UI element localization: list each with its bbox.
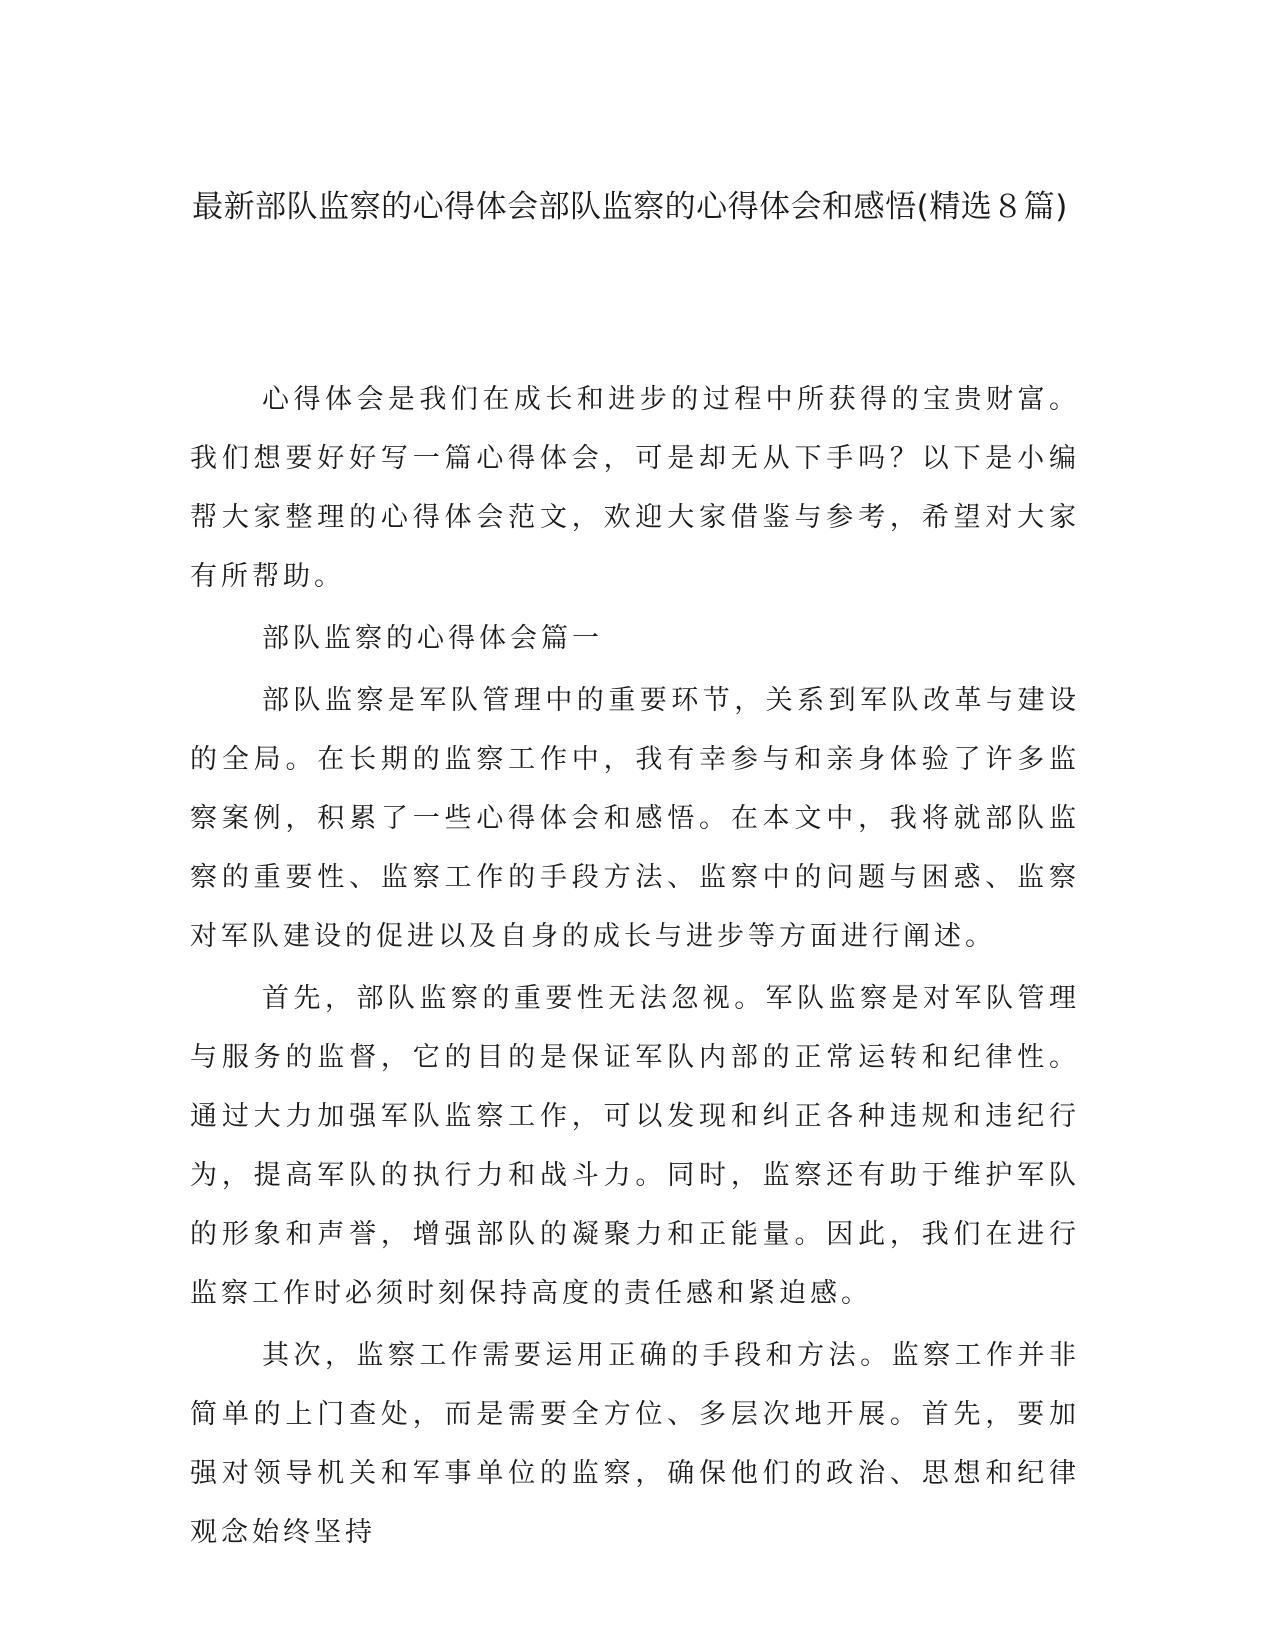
section-heading: 部队监察的心得体会篇一	[262, 623, 603, 654]
document-body	[190, 370, 1080, 1562]
body-paragraph: 其次，监察工作需要运用正确的手段和方法。监察工作并非简单的上门查处，而是需要全方位、多层次地开展。首先，要加强对领导机关和军事单位的监察，确保他们的政治、思想和纪律观念始终坚持	[190, 1340, 1080, 1548]
body-paragraph: 部队监察是军队管理中的重要环节，关系到军队改革与建设的全局。在长期的监察工作中，我有幸参与和亲身体验了许多监察案例，积累了一些心得体会和感悟。在本文中，我将就部队监察的重要性、监察工作的手段方法、监察中的问题与困惑、监察对军队建设的促进以及自身的成长与进步等方面进行阐述。	[190, 685, 1080, 952]
document-title: 最新部队监察的心得体会部队监察的心得体会和感悟(精选８篇)	[192, 189, 1068, 225]
intro-paragraph: 心得体会是我们在成长和进步的过程中所获得的宝贵财富。我们想要好好写一篇心得体会，可是却无从下手吗？以下是小编帮大家整理的心得体会范文，欢迎大家借鉴与参考，希望对大家有所帮助。	[190, 384, 1080, 592]
body-paragraph: 首先，部队监察的重要性无法忽视。军队监察是对军队管理与服务的监督，它的目的是保证军队内部的正常运转和纪律性。通过大力加强军队监察工作，可以发现和纠正各种违规和违纪行为，提高军队的执行力和战斗力。同时，监察还有助于维护军队的形象和声誉，增强部队的凝聚力和正能量。因此，我们在进行监察工作时必须时刻保持高度的责任感和紧迫感。	[190, 983, 1080, 1309]
